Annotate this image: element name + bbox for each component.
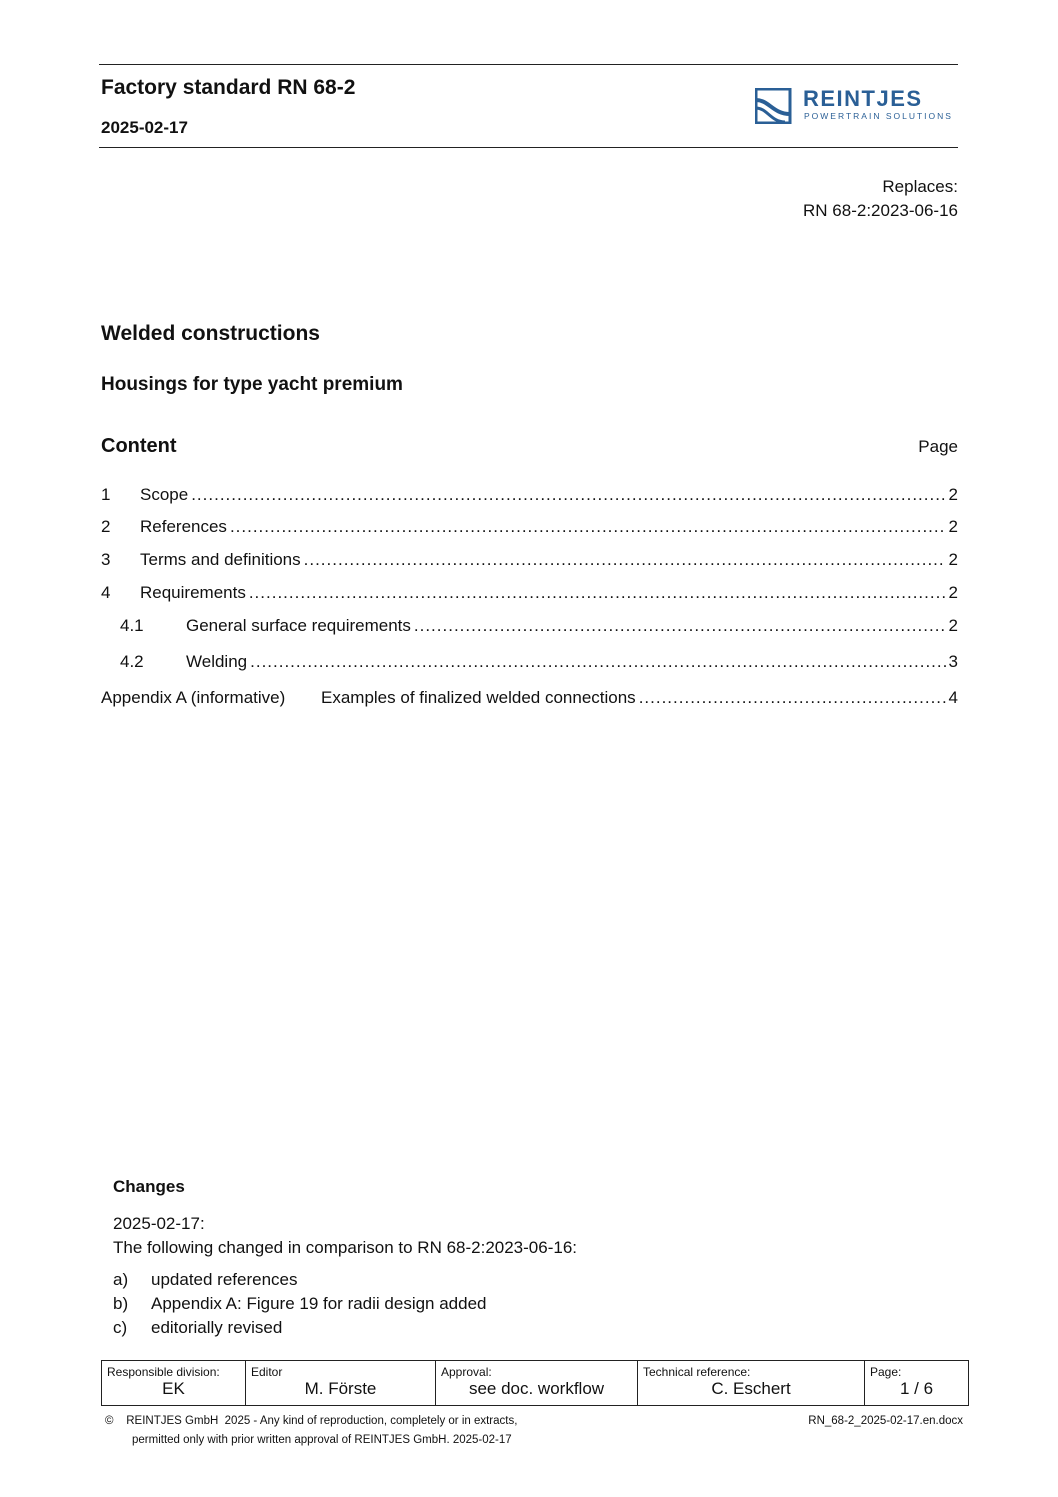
- footer-cell-editor: [246, 1361, 436, 1406]
- toc-entry-page: 3: [948, 652, 958, 671]
- toc-entry-number: 3: [101, 550, 111, 569]
- toc-leader-dots: [639, 686, 946, 710]
- footer-cell-page: [865, 1361, 969, 1406]
- toc-entry[interactable]: [101, 515, 958, 539]
- toc-leader-dots: [250, 650, 945, 674]
- copyright-notice: [105, 1412, 517, 1450]
- toc-entry-page: 2: [948, 583, 958, 602]
- footer-cell-division: [102, 1361, 246, 1406]
- toc-entry-page: 2: [948, 517, 958, 536]
- document-title: Factory standard RN 68-2: [101, 76, 356, 99]
- list-item-text: editorially revised: [151, 1318, 283, 1337]
- footer-cell-label: Editor: [251, 1365, 283, 1379]
- toc-entry-number: Appendix A (informative): [101, 688, 286, 707]
- toc-entry-number: 4: [101, 583, 111, 602]
- toc-entry-number: 1: [101, 485, 111, 504]
- toc-entry[interactable]: [101, 650, 958, 674]
- list-item: [113, 1268, 487, 1292]
- list-item-label: a): [113, 1270, 129, 1289]
- toc-leader-dots: [230, 515, 946, 539]
- changes-date: 2025-02-17:: [113, 1214, 205, 1233]
- copyright-line-1: © REINTJES GmbH 2025 - Any kind of reproduction, completely or in extracts,: [105, 1415, 518, 1427]
- toc-entry-page: 2: [948, 485, 958, 504]
- toc-entry-page: 2: [948, 550, 958, 569]
- footer-cell-label: Responsible division:: [107, 1365, 220, 1379]
- sub-title: Housings for type yacht premium: [101, 374, 403, 395]
- changes-heading: Changes: [113, 1177, 185, 1196]
- toc-leader-dots: [191, 483, 945, 507]
- toc-entry[interactable]: [101, 614, 958, 638]
- footer-cell-label: Technical reference:: [643, 1365, 751, 1379]
- toc-entry-number: 4.1: [120, 616, 144, 635]
- footer-cell-value: M. Förste: [304, 1379, 377, 1398]
- list-item-label: c): [113, 1318, 128, 1337]
- toc-leader-dots: [414, 614, 946, 638]
- footer-cell-label: Page:: [870, 1365, 902, 1379]
- toc-entry[interactable]: [101, 548, 958, 572]
- toc-leader-dots: [304, 548, 946, 572]
- toc-entry-text: Terms and definitions: [140, 550, 301, 569]
- footer-cell-approval: [436, 1361, 638, 1406]
- footer-info-table: [101, 1360, 969, 1406]
- toc-entry[interactable]: [101, 581, 958, 605]
- footer-cell-value: 1 / 6: [899, 1379, 934, 1398]
- toc-entry-number: 4.2: [120, 652, 144, 671]
- logo-tagline: POWERTRAIN SOLUTIONS: [804, 111, 953, 121]
- header-bottom-rule: [99, 147, 958, 148]
- changes-intro-text: The following changed in comparison to RN 68-2:2023-06-16:: [113, 1238, 577, 1257]
- footer-cell-value: C. Eschert: [711, 1379, 791, 1398]
- toc-entry-text: Examples of finalized welded connections: [321, 688, 636, 707]
- toc-page-label: Page: [918, 437, 958, 456]
- footer-cell-label: Approval:: [441, 1365, 492, 1379]
- toc-entry-text: Scope: [140, 485, 189, 504]
- toc-leader-dots: [249, 581, 946, 605]
- toc-entry-number: 2: [101, 517, 111, 536]
- toc-entry[interactable]: [101, 686, 958, 710]
- footer-cell-value: see doc. workflow: [468, 1379, 605, 1398]
- document-filename: RN_68-2_2025-02-17.en.docx: [808, 1415, 963, 1427]
- replaces-value: RN 68-2:2023-06-16: [803, 201, 958, 220]
- changes-list: [113, 1268, 487, 1340]
- list-item-text: updated references: [151, 1270, 298, 1289]
- replaces-block: [803, 175, 958, 223]
- list-item: [113, 1316, 487, 1340]
- header-top-rule: [99, 64, 958, 65]
- logo-wordmark: REINTJES: [803, 86, 923, 111]
- toc-entry-text: References: [140, 517, 227, 536]
- toc-heading: Content: [101, 435, 177, 457]
- toc-entry-text: General surface requirements: [186, 616, 411, 635]
- list-item: [113, 1292, 487, 1316]
- document-date: 2025-02-17: [101, 118, 188, 137]
- list-item-text: Appendix A: Figure 19 for radii design added: [151, 1294, 487, 1313]
- toc-entry-page: 2: [948, 616, 958, 635]
- toc-entry-text: Requirements: [140, 583, 246, 602]
- replaces-label: Replaces:: [882, 177, 958, 196]
- changes-intro: [113, 1212, 577, 1260]
- footer-cell-value: EK: [162, 1379, 185, 1398]
- toc-entry-text: Welding: [186, 652, 248, 671]
- reintjes-logo: [755, 88, 960, 124]
- toc-entry-page: 4: [948, 688, 958, 707]
- reintjes-logo-icon: [755, 88, 793, 124]
- footer-cell-technical-reference: [638, 1361, 865, 1406]
- toc-entry[interactable]: [101, 483, 958, 507]
- copyright-line-2: permitted only with prior written approval of REINTJES GmbH. 2025-02-17: [132, 1434, 512, 1446]
- list-item-label: b): [113, 1294, 129, 1313]
- main-title: Welded constructions: [101, 322, 320, 345]
